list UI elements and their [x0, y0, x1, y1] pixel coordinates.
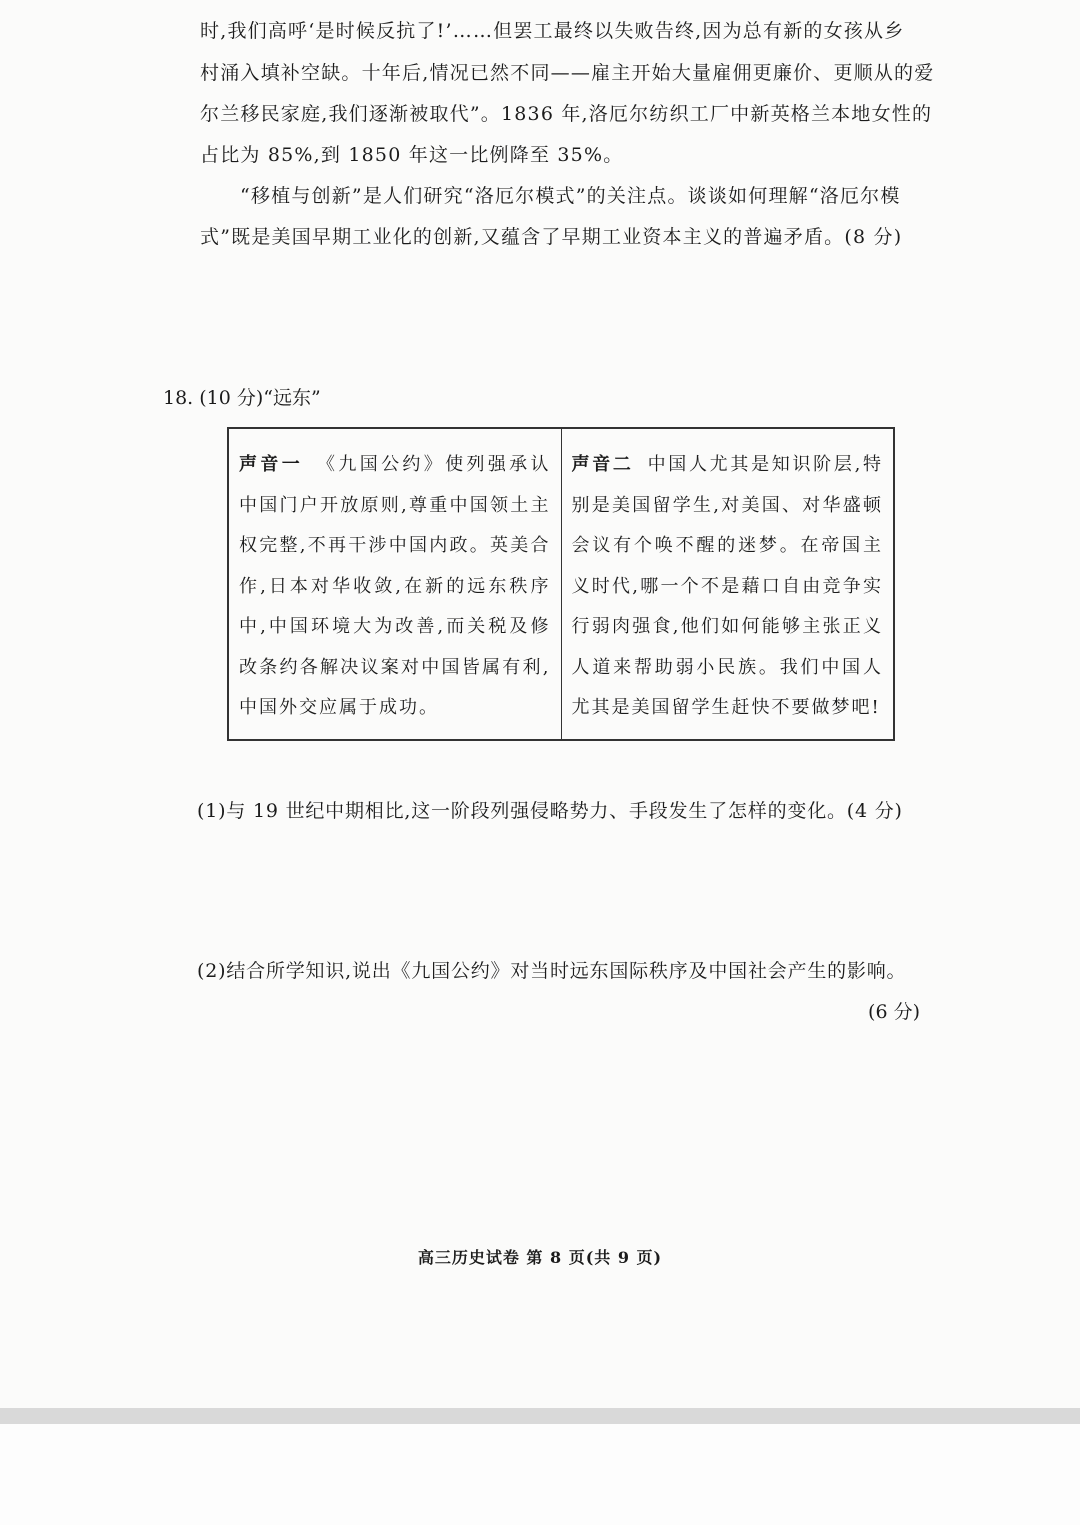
- q17-prompt-line-1: “移植与创新”是人们研究“洛厄尔模式”的关注点。谈谈如何理解“洛厄尔模: [240, 185, 901, 207]
- page-separator: [0, 1408, 1080, 1424]
- voice-one-cell: [228, 428, 561, 740]
- voice-one-label: 声音一: [239, 454, 304, 475]
- sub-question-2: (2)结合所学知识,说出《九国公约》对当时远东国际秩序及中国社会产生的影响。: [197, 960, 907, 982]
- passage-line-4: 占比为 85%,到 1850 年这一比例降至 35%。: [200, 144, 624, 166]
- voice-two-text: 中国人尤其是知识阶层,特别是美国留学生,对美国、对华盛顿会议有个唤不醒的迷梦。在帝国主义时代,哪一个不是藉口自由竞争实行弱肉强食,他们如何能够主张正义人道来帮助弱小民族。我们中国人尤其是美国留学生赶快不要做梦吧!: [571, 454, 883, 718]
- passage-line-3: 尔兰移民家庭,我们逐渐被取代”。1836 年,洛厄尔纺织工厂中新英格兰本地女性的: [200, 103, 933, 125]
- voice-one-text: 《九国公约》使列强承认中国门户开放原则,尊重中国领土主权完整,不再干涉中国内政。英美合作,日本对华收敛,在新的远东秩序中,中国环境大为改善,而关税及修改条约各解决议案对中国皆属有利,中国外交应属于成功。: [239, 454, 551, 718]
- voice-two-cell: [561, 428, 894, 740]
- sub-question-1: (1)与 19 世纪中期相比,这一阶段列强侵略势力、手段发生了怎样的变化。(4 分): [197, 800, 903, 822]
- passage-line-2: 村涌入填补空缺。十年后,情况已然不同——雇主开始大量雇佣更廉价、更顺从的爱: [200, 62, 935, 84]
- passage-line-1: 时,我们高呼‘是时候反抗了!’……但罢工最终以失败告终,因为总有新的女孩从乡: [200, 20, 905, 42]
- voices-table: [227, 427, 895, 741]
- q17-prompt-line-2: 式”既是美国早期工业化的创新,又蕴含了早期工业资本主义的普遍矛盾。(8 分): [200, 226, 903, 248]
- voice-two-label: 声音二: [571, 454, 634, 475]
- page-footer: 高三历史试卷 第 8 页(共 9 页): [417, 1248, 663, 1267]
- next-page-edge: [0, 1424, 1080, 1525]
- question-18-heading: 18. (10 分)“远东”: [163, 387, 321, 409]
- sub-question-2-points: (6 分): [868, 1001, 920, 1023]
